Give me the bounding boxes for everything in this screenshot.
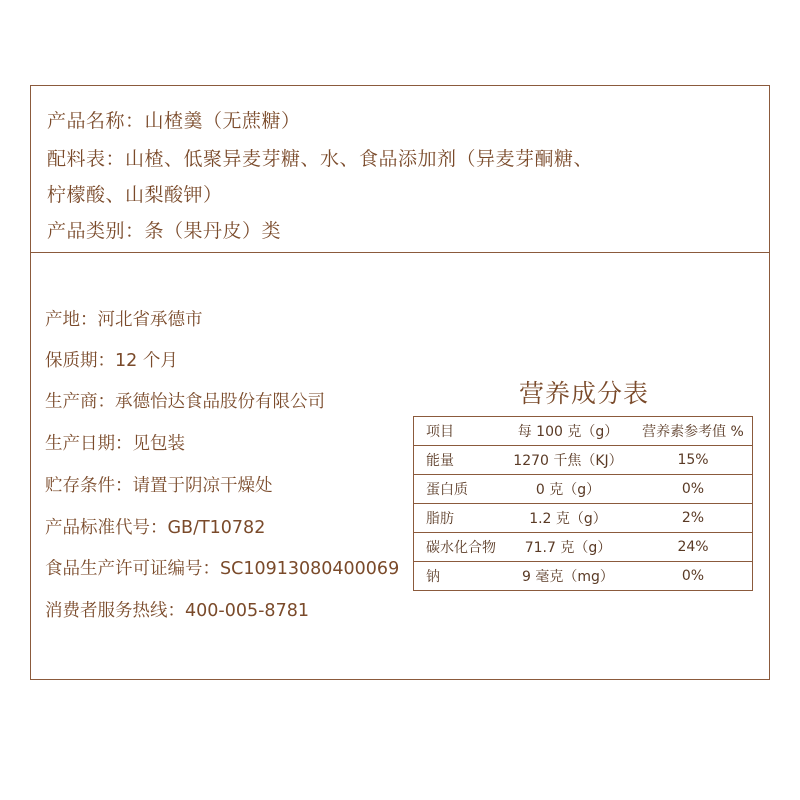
label-frame bbox=[30, 85, 770, 680]
nutrient-name: 碳水化合物 bbox=[426, 540, 496, 556]
nutrient-amount: 9 毫克（mg） bbox=[522, 569, 614, 585]
table-row bbox=[414, 446, 753, 475]
product-name: 产品名称：山楂羹（无蔗糖） bbox=[47, 110, 301, 132]
table-row bbox=[414, 475, 753, 504]
table-header-row bbox=[414, 417, 753, 446]
header-item: 项目 bbox=[426, 424, 454, 440]
origin: 产地：河北省承德市 bbox=[45, 310, 203, 330]
nutrient-amount: 0 克（g） bbox=[535, 482, 601, 498]
table-row bbox=[414, 562, 753, 591]
nutrient-nrv: 15% bbox=[677, 452, 709, 468]
nutrient-nrv: 0% bbox=[681, 481, 705, 497]
ingredients-line-2: 柠檬酸、山梨酸钾） bbox=[47, 184, 223, 206]
section-divider bbox=[31, 252, 769, 253]
header-nrv: 营养素参考值 % bbox=[642, 424, 744, 440]
standard-code: 产品标准代号：GB/T10782 bbox=[45, 518, 266, 538]
shelf-life: 保质期：12 个月 bbox=[45, 351, 178, 371]
nutrient-nrv: 2% bbox=[681, 510, 705, 526]
table-row bbox=[414, 504, 753, 533]
nutrient-nrv: 0% bbox=[681, 568, 705, 584]
nutrient-nrv: 24% bbox=[677, 539, 709, 555]
table-row bbox=[414, 533, 753, 562]
nutrition-table bbox=[413, 416, 753, 591]
nutrient-amount: 1270 千焦（KJ） bbox=[513, 453, 623, 469]
manufacturer: 生产商：承德怡达食品股份有限公司 bbox=[45, 392, 325, 412]
production-date: 生产日期：见包装 bbox=[45, 434, 185, 454]
nutrient-name: 钠 bbox=[426, 569, 440, 585]
ingredients-line-1: 配料表：山楂、低聚异麦芽糖、水、食品添加剂（异麦芽酮糖、 bbox=[47, 148, 594, 170]
header-per-100g: 每 100 克（g） bbox=[517, 424, 619, 440]
nutrient-amount: 1.2 克（g） bbox=[529, 511, 607, 527]
storage-conditions: 贮存条件：请置于阴凉干燥处 bbox=[45, 476, 273, 496]
product-category: 产品类别：条（果丹皮）类 bbox=[47, 220, 282, 242]
nutrient-name: 蛋白质 bbox=[426, 482, 468, 498]
nutrient-name: 脂肪 bbox=[426, 511, 454, 527]
nutrient-amount: 71.7 克（g） bbox=[524, 540, 612, 556]
service-hotline: 消费者服务热线：400-005-8781 bbox=[45, 601, 309, 621]
nutrition-title: 营养成分表 bbox=[519, 379, 650, 408]
license-number: 食品生产许可证编号：SC10913080400069 bbox=[45, 559, 400, 579]
nutrient-name: 能量 bbox=[426, 453, 454, 469]
